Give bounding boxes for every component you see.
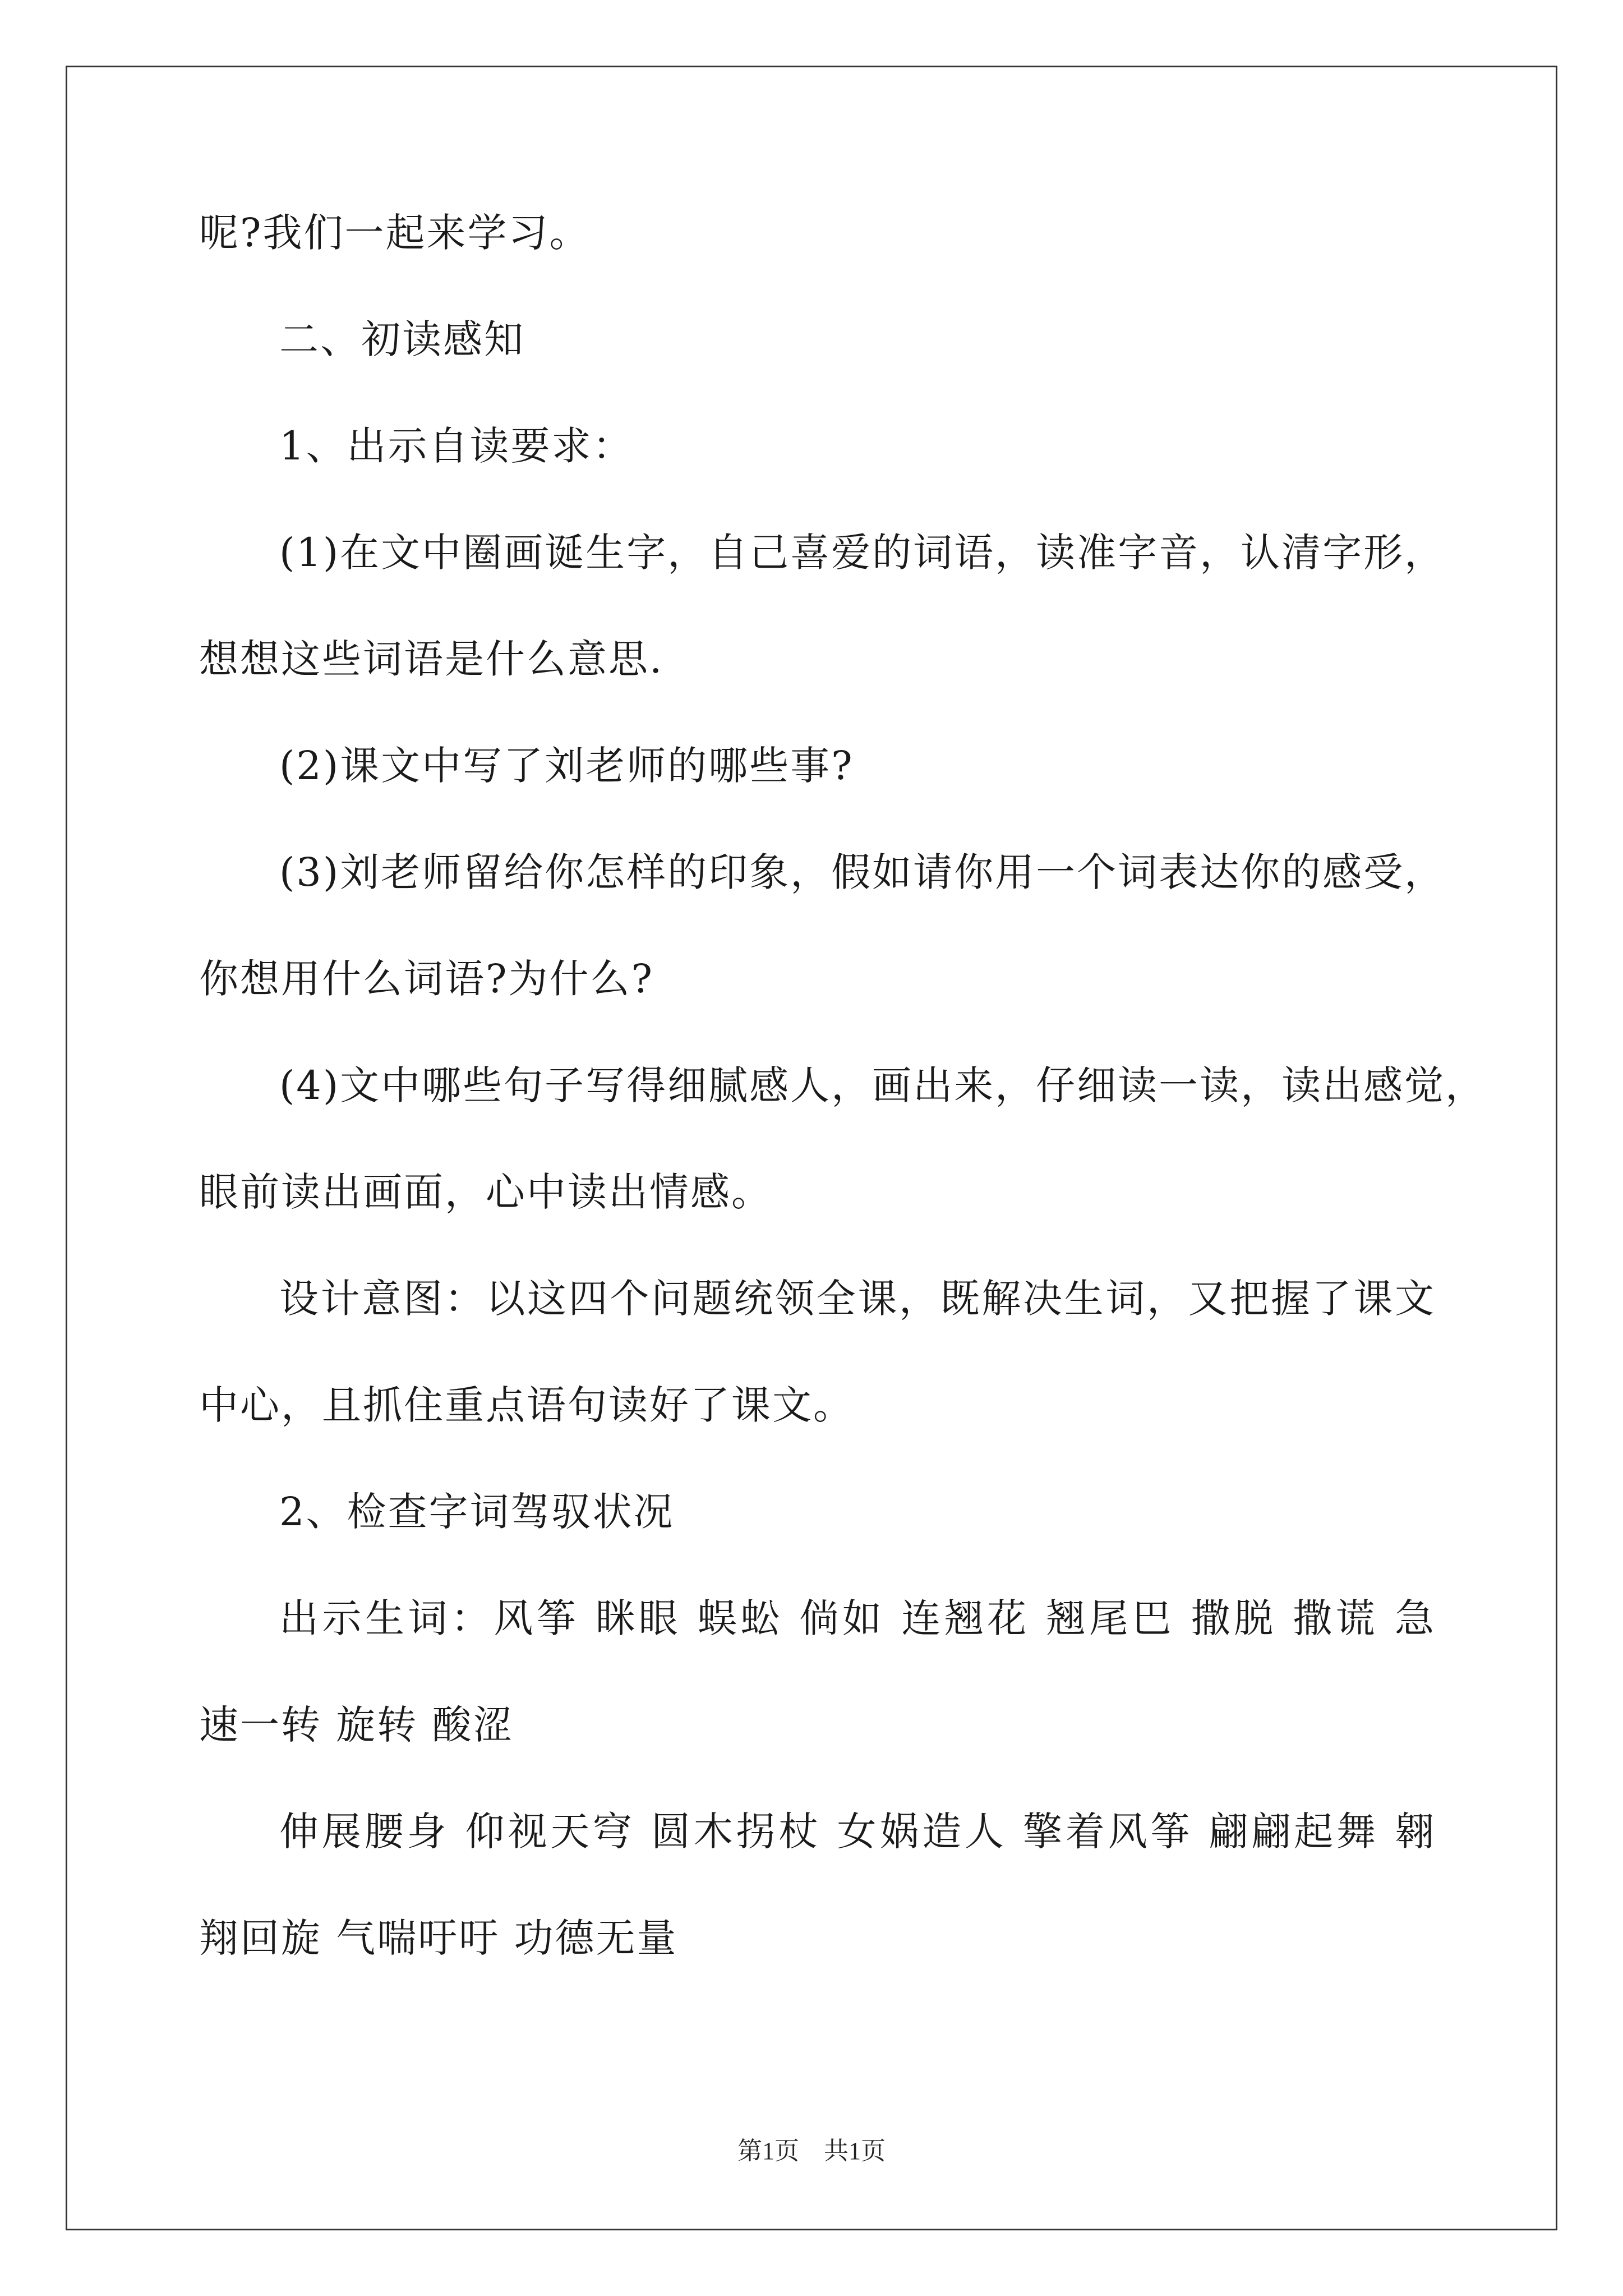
text-line: 眼前读出画面，心中读出情感。 bbox=[199, 1169, 772, 1215]
text-line: (3)刘老师留给你怎样的印象，假如请你用一个词表达你的感受， bbox=[279, 849, 1446, 895]
text-line: (4)文中哪些句子写得细腻感人，画出来，仔细读一读，读出感觉， bbox=[279, 1062, 1487, 1108]
text-line: 设计意图：以这四个问题统领全课，既解决生词，又把握了课文 bbox=[279, 1276, 1436, 1322]
subsection-heading: 2、检查字词驾驭状况 bbox=[279, 1489, 675, 1535]
page-number-footer: 第1页 共1页 bbox=[737, 2137, 886, 2165]
text-line: 你想用什么词语?为什么? bbox=[199, 956, 654, 1002]
vocabulary-line: 翔回旋 气喘吁吁 功德无量 bbox=[199, 1915, 678, 1961]
section-heading: 二、初读感知 bbox=[279, 316, 525, 362]
text-line: (2)课文中写了刘老师的哪些事? bbox=[279, 743, 854, 789]
text-line: 想想这些词语是什么意思. bbox=[199, 636, 664, 682]
text-line: 中心，且抓住重点语句读好了课文。 bbox=[199, 1382, 854, 1428]
vocabulary-line: 出示生词：风筝 眯眼 蜈蚣 倘如 连翘花 翘尾巴 撒脱 撒谎 急 bbox=[279, 1595, 1436, 1641]
text-line: (1)在文中圈画诞生字，自己喜爱的词语，读准字音，认清字形， bbox=[279, 530, 1446, 576]
vocabulary-line: 伸展腰身 仰视天穹 圆木拐杖 女娲造人 擎着风筝 翩翩起舞 翱 bbox=[279, 1809, 1436, 1855]
subsection-heading: 1、出示自读要求： bbox=[279, 423, 634, 469]
vocabulary-line: 速一转 旋转 酸涩 bbox=[199, 1702, 514, 1748]
text-line: 呢?我们一起来学习。 bbox=[199, 210, 591, 256]
